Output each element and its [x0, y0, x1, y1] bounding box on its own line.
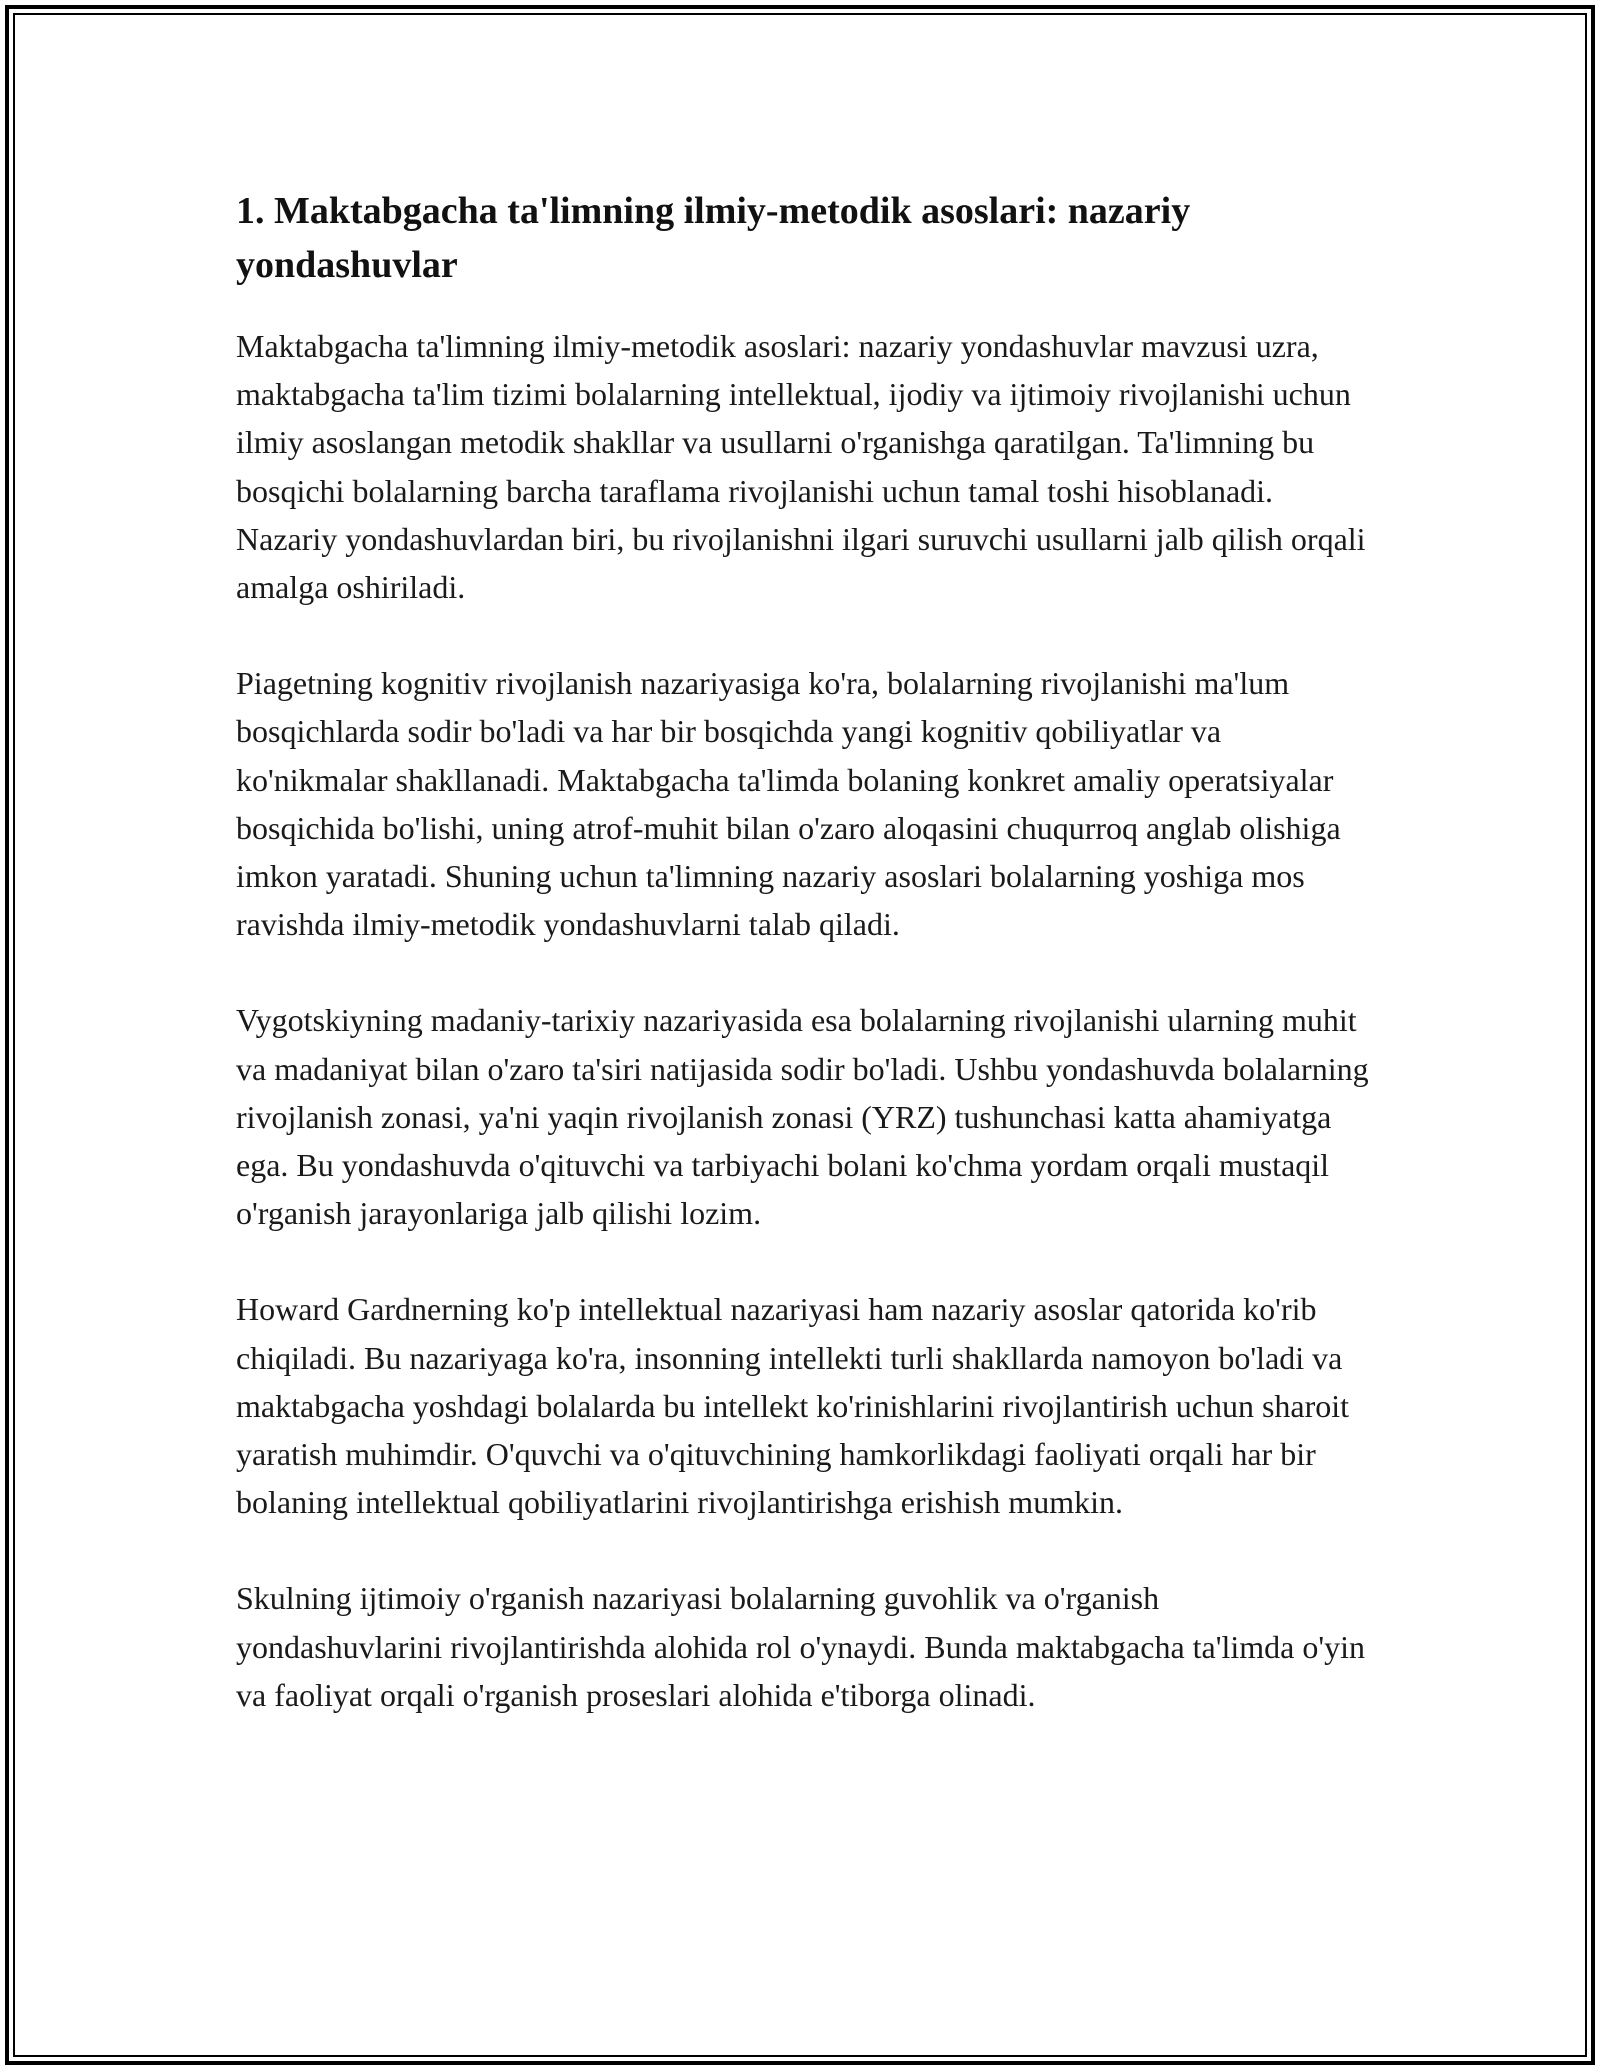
- section-heading: 1. Maktabgacha ta'limning ilmiy-metodik asoslari: nazariy yondashuvlar: [236, 190, 1191, 286]
- document-body: [236, 184, 1371, 1719]
- paragraph-intro: Maktabgacha ta'limning ilmiy-metodik asoslari: nazariy yondashuvlar mavzusi uzra, maktabgacha ta'lim tizimi bolalarning intellektual, ijodiy va ijtimoiy rivojlanishi uchun ilmiy asoslangan metodik shakllar va usullarni o'rganishga qaratilgan. Ta'limning bu bosqichi bolalarning barcha taraflama rivojlanishi uchun tamal toshi hisoblanadi. Nazariy yondashuvlardan biri, bu rivojlanishni ilgari suruvchi usullarni jalb qilish orqali amalga oshiriladi.: [236, 328, 1366, 606]
- paragraph-gardner: Howard Gardnerning ko'p intellektual nazariyasi ham nazariy asoslar qatorida ko'rib chiqiladi. Bu nazariyaga ko'ra, insonning intellekti turli shakllarda namoyon bo'ladi va maktabgacha yoshdagi bolalarda bu intellekt ko'rinishlarini rivojlantirish uchun sharoit yaratish muhimdir. O'quvchi va o'qituvchining hamkorlikdagi faoliyati orqali har bir bolaning intellektual qobiliyatlarini rivojlantirishga erishish mumkin.: [236, 1291, 1350, 1521]
- paragraph-vygotsky: Vygotskiyning madaniy-tarixiy nazariyasida esa bolalarning rivojlanishi ularning muhit va madaniyat bilan o'zaro ta'siri natijasida sodir bo'ladi. Ushbu yondashuvda bolalarning rivojlanish zonasi, ya'ni yaqin rivojlanish zonasi (YRZ) tushunchasi katta ahamiyatga ega. Bu yondashuvda o'qituvchi va tarbiyachi bolani ko'chma yordam orqali mustaqil o'rganish jarayonlariga jalb qilishi lozim.: [236, 1002, 1369, 1232]
- paragraph-social-learning: Skulning ijtimoiy o'rganish nazariyasi bolalarning guvohlik va o'rganish yondashuvlarini rivojlantirishda alohida rol o'ynaydi. Bunda maktabgacha ta'limda o'yin va faoliyat orqali o'rganish proseslari alohida e'tiborga olinadi.: [236, 1580, 1366, 1713]
- paragraph-piaget: Piagetning kognitiv rivojlanish nazariyasiga ko'ra, bolalarning rivojlanishi ma'lum bosqichlarda sodir bo'ladi va har bir bosqichda yangi kognitiv qobiliyatlar va ko'nikmalar shakllanadi. Maktabgacha ta'limda bolaning konkret amaliy operatsiyalar bosqichida bo'lishi, uning atrof-muhit bilan o'zaro aloqasini chuqurroq anglab olishiga imkon yaratadi. Shuning uchun ta'limning nazariy asoslari bolalarning yoshiga mos ravishda ilmiy-metodik yondashuvlarni talab qiladi.: [236, 665, 1341, 943]
